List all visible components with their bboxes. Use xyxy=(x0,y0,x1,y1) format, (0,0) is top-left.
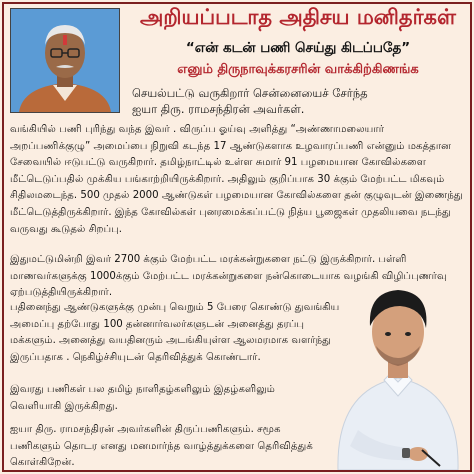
paragraph-4: இவரது பணிகள் பல தமிழ் நாளிதழ்களிலும் இதழ்களிலும் வெளியாகி இருக்கிறது. xyxy=(10,384,275,412)
intro-line-2: ஐயா திரு. ராமசந்திரன் அவர்கள். xyxy=(132,102,305,116)
paragraph-5: ஐயா திரு. ராமசந்திரன் அவர்களின் திருப்பணிகளும். சமூக பணிகளும் தொடர எனது மனமார்ந்த வாழ்த்துக்களை தெரிவித்துக் கொள்கிறேன். xyxy=(10,424,313,469)
page-title: அறியப்படாத அதிசய மனிதர்கள் xyxy=(140,4,456,29)
subtitle-text: எனும் திருநாவுக்கரசரின் வாக்கிற்கிணங்க xyxy=(177,62,419,77)
paragraph-2: இதுமட்டுமின்றி இவர் 2700 க்கும் மேற்பட்ட மரக்கன்றுகளை நட்டு இருக்கிறார். பள்ளி மாணவர்களுக்கு 1000க்கும் மேற்பட்ட மரக்கன்றுகளை நன்கொடையாக வழங்கி விழிப்புணர்வு ஏற்படுத்தியிருக்கிறார். xyxy=(10,254,447,299)
quote-text: “என் கடன் பணி செய்து கிடப்பதே” xyxy=(185,40,411,56)
intro-line-1: செயல்பட்டு வருகிறார் சென்னையைச் சேர்ந்த xyxy=(132,86,368,100)
paragraph-3: பதினைந்து ஆண்டுகளுக்கு முன்பு வெறும் 5 பேரை கொண்டு துவங்கிய அமைப்பு தற்போது 100 தன்னார்வலர்களுடன் அனைத்து தரப்பு மக்களும். அனைத்து வயதினரும் அடங்கியுள்ள ஆலமரமாக வளர்ந்து இருப்பதாக . நெகிழ்ச்சியுடன் தெரிவித்துக் கொண்டார். xyxy=(10,302,340,363)
paragraph-1: வங்கியில் பணி புரிந்து வந்த இவர் . விருப்ப ஓய்வு அளித்து “அண்ணாமலையார் அறப்பணிக்குழு” அமைப்பை நிறுவி கடந்த 17 ஆண்டுகளாக உழவாரப்பணி என்னும் மகத்தான சேவையில் ஈடுபட்டு வருகிறார். தமிழ்நாட்டில் உள்ள சுமார் 91 பழமையான கோவில்களை மீட்டெடுப்பதில் முக்கிய பங்காற்றியிருக்கிறார். அதிலும் குறிப்பாக 30 க்கும் மேற்பட்ட மிகவும் சிதிலமடைந்த. 500 முதல் 2000 ஆண்டுகள் பழமையான கோவில்களை தன் குழுவுடன் இணைந்து மீட்டெடுத்திருக்கிறார். இந்த கோவில்கள் புனரமைக்கப்பட்டு நித்ய பூஜைகள் முதலியவை நடந்து வருவது கூடுதல் சிறப்பு. xyxy=(10,124,463,235)
portrait-photo xyxy=(10,8,120,113)
author-illustration xyxy=(328,270,468,470)
